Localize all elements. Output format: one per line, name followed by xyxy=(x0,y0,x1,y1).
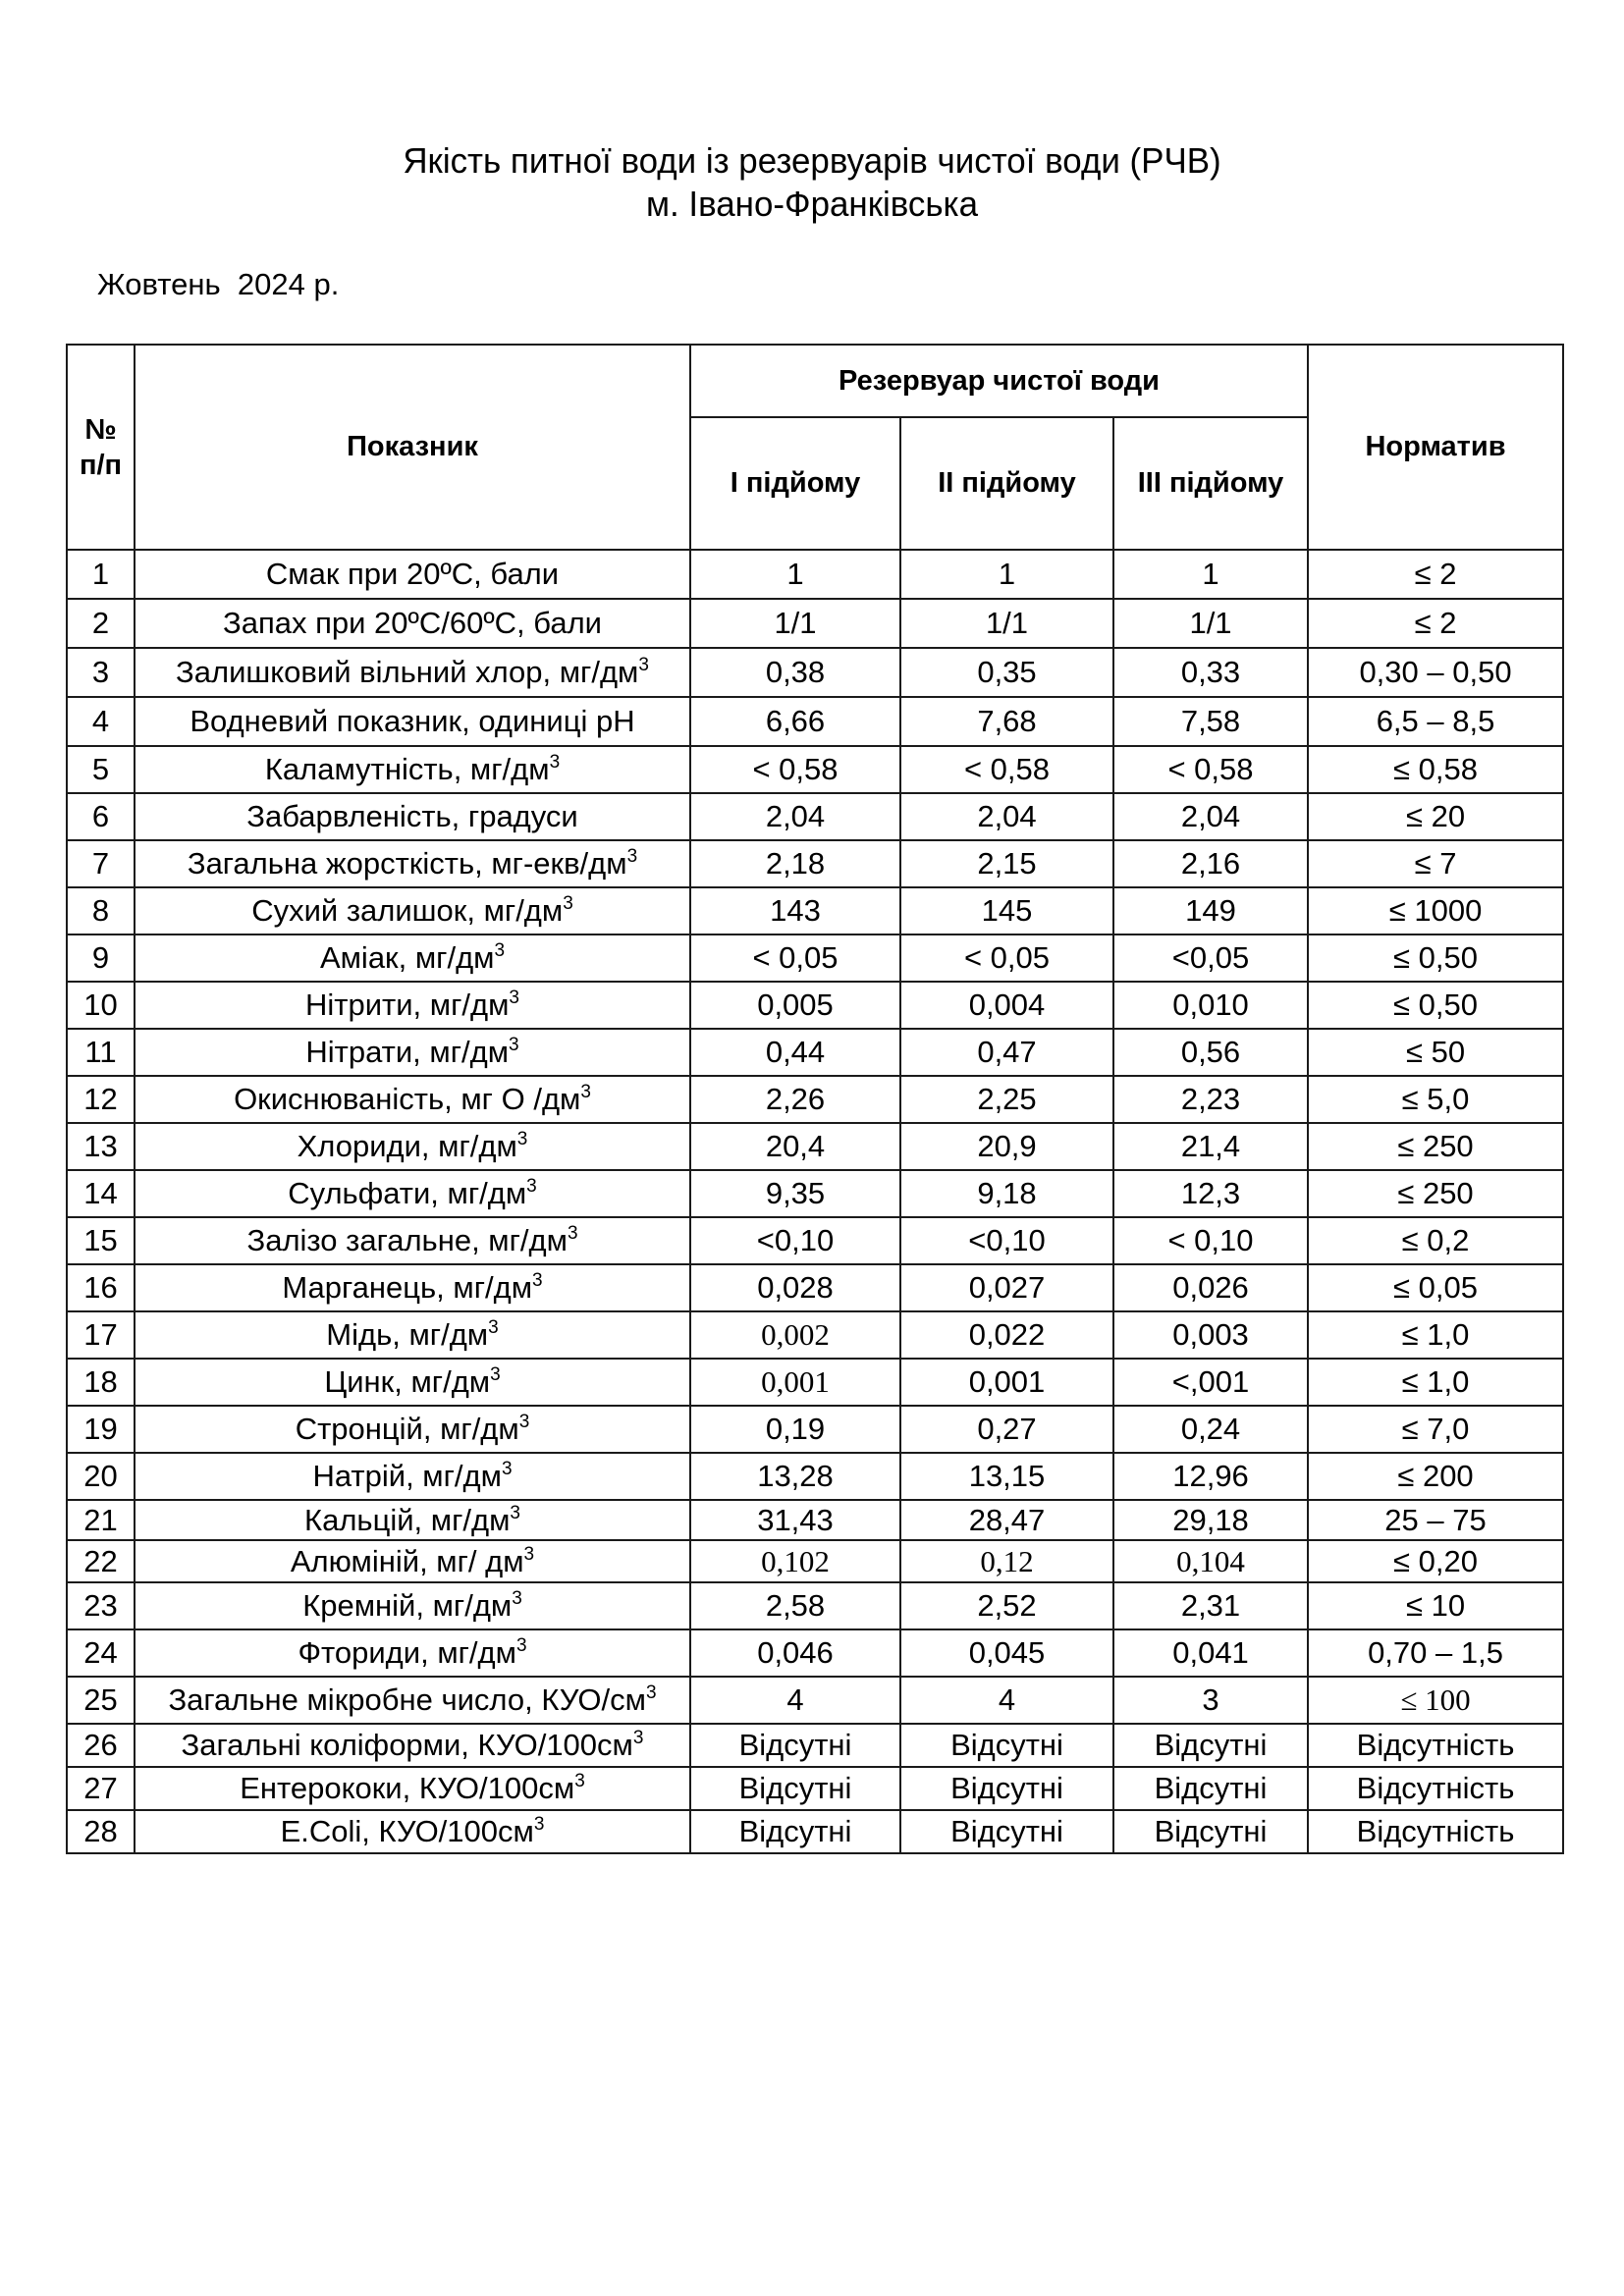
value-lift-1: 4 xyxy=(690,1677,900,1724)
row-number: 15 xyxy=(67,1217,135,1264)
unit-superscript: 3 xyxy=(512,1588,522,1609)
unit-superscript: 3 xyxy=(563,893,573,914)
row-number: 17 xyxy=(67,1311,135,1359)
value-lift-3: 0,010 xyxy=(1113,982,1308,1029)
value-lift-2: 1/1 xyxy=(900,599,1113,648)
table-row xyxy=(67,599,1563,648)
water-quality-table xyxy=(66,344,1564,1854)
unit-superscript: 3 xyxy=(580,1082,591,1102)
table-row xyxy=(67,1810,1563,1853)
norm-value: ≤ 0,50 xyxy=(1308,982,1563,1029)
indicator-name xyxy=(135,1677,690,1724)
norm-value: ≤ 2 xyxy=(1308,599,1563,648)
value-lift-3: 29,18 xyxy=(1113,1500,1308,1540)
table-row xyxy=(67,1540,1563,1582)
value-lift-3: 12,3 xyxy=(1113,1170,1308,1217)
value-lift-1: 2,26 xyxy=(690,1076,900,1123)
value-lift-2: 0,27 xyxy=(900,1406,1113,1453)
indicator-name xyxy=(135,934,690,982)
norm-value: ≤ 250 xyxy=(1308,1170,1563,1217)
norm-value: ≤ 0,05 xyxy=(1308,1264,1563,1311)
unit-superscript: 3 xyxy=(510,1502,520,1523)
value-lift-2: Відсутні xyxy=(900,1724,1113,1767)
value-lift-1: 13,28 xyxy=(690,1453,900,1500)
indicator-label: Цинк, мг/дм xyxy=(324,1364,491,1399)
indicator-label: Стронцій, мг/дм xyxy=(295,1412,519,1446)
row-number: 4 xyxy=(67,697,135,746)
indicator-name xyxy=(135,982,690,1029)
table-row xyxy=(67,648,1563,697)
unit-superscript: 3 xyxy=(526,1176,537,1197)
document-title xyxy=(25,139,1599,226)
unit-superscript: 3 xyxy=(516,1129,528,1149)
value-lift-1: 0,102 xyxy=(690,1540,900,1582)
indicator-name xyxy=(135,1217,690,1264)
row-number: 14 xyxy=(67,1170,135,1217)
value-lift-2: 13,15 xyxy=(900,1453,1113,1500)
table-row xyxy=(67,1359,1563,1406)
indicator-label: Нітрати, мг/дм xyxy=(305,1035,510,1069)
indicator-name xyxy=(135,1076,690,1123)
value-lift-1: Відсутні xyxy=(690,1810,900,1853)
table-row xyxy=(67,982,1563,1029)
indicator-name xyxy=(135,697,690,746)
indicator-label: Кальцій, мг/дм xyxy=(304,1502,511,1537)
table-row xyxy=(67,1311,1563,1359)
value-lift-3: 1 xyxy=(1113,550,1308,599)
indicator-label: Нітрити, мг/дм xyxy=(305,988,510,1022)
value-lift-3: 0,24 xyxy=(1113,1406,1308,1453)
row-number: 25 xyxy=(67,1677,135,1724)
norm-value: ≤ 0,2 xyxy=(1308,1217,1563,1264)
table-row xyxy=(67,1217,1563,1264)
indicator-name xyxy=(135,1582,690,1629)
value-lift-1: 2,18 xyxy=(690,840,900,887)
norm-value: 0,70 – 1,5 xyxy=(1308,1629,1563,1677)
value-lift-3: Відсутні xyxy=(1113,1810,1308,1853)
row-number: 8 xyxy=(67,887,135,934)
norm-value: ≤ 250 xyxy=(1308,1123,1563,1170)
value-lift-1: 2,04 xyxy=(690,793,900,840)
value-lift-1: 0,028 xyxy=(690,1264,900,1311)
indicator-name xyxy=(135,1311,690,1359)
unit-superscript: 3 xyxy=(567,1223,578,1244)
indicator-label: Загальна жорсткість, мг-екв/дм xyxy=(187,846,627,881)
table-row xyxy=(67,934,1563,982)
row-number: 7 xyxy=(67,840,135,887)
indicator-label: Марганець, мг/дм xyxy=(282,1270,533,1305)
indicator-name xyxy=(135,599,690,648)
norm-value: 0,30 – 0,50 xyxy=(1308,648,1563,697)
table-row xyxy=(67,1677,1563,1724)
indicator-name xyxy=(135,550,690,599)
indicator-label: Загальні коліформи, КУО/100см xyxy=(181,1728,633,1762)
row-number: 28 xyxy=(67,1810,135,1853)
indicator-label: Забарвленість, градуси xyxy=(246,799,578,833)
indicator-label: E.Coli, КУО/100см xyxy=(280,1814,534,1848)
norm-value: ≤ 5,0 xyxy=(1308,1076,1563,1123)
table-row xyxy=(67,1453,1563,1500)
row-number: 18 xyxy=(67,1359,135,1406)
unit-superscript: 3 xyxy=(490,1364,501,1385)
row-number: 19 xyxy=(67,1406,135,1453)
value-lift-3: Відсутні xyxy=(1113,1767,1308,1810)
value-lift-3: 0,104 xyxy=(1113,1540,1308,1582)
norm-value: ≤ 0,58 xyxy=(1308,746,1563,793)
norm-value: ≤ 7 xyxy=(1308,840,1563,887)
norm-value: ≤ 7,0 xyxy=(1308,1406,1563,1453)
norm-value: ≤ 100 xyxy=(1308,1677,1563,1724)
indicator-name xyxy=(135,1767,690,1810)
value-lift-2: 0,47 xyxy=(900,1029,1113,1076)
indicator-name xyxy=(135,887,690,934)
row-number: 5 xyxy=(67,746,135,793)
value-lift-2: 2,15 xyxy=(900,840,1113,887)
title-line-1: Якість питної води із резервуарів чистої води (РЧВ) xyxy=(403,140,1221,181)
unit-superscript: 3 xyxy=(549,752,561,773)
unit-superscript: 3 xyxy=(523,1543,535,1565)
table-row xyxy=(67,793,1563,840)
number-abbrev: п/п xyxy=(79,449,123,481)
value-lift-2: 145 xyxy=(900,887,1113,934)
table-row xyxy=(67,1724,1563,1767)
value-lift-3: 2,04 xyxy=(1113,793,1308,840)
indicator-label: Смак при 20ºС, бали xyxy=(265,557,560,591)
unit-superscript: 3 xyxy=(509,988,519,1008)
value-lift-2: 0,004 xyxy=(900,982,1113,1029)
row-number: 21 xyxy=(67,1500,135,1540)
column-header-lift-1: I підйому xyxy=(690,417,900,550)
table-body xyxy=(67,550,1563,1853)
value-lift-2: 0,022 xyxy=(900,1311,1113,1359)
row-number: 20 xyxy=(67,1453,135,1500)
indicator-label: Мідь, мг/дм xyxy=(326,1317,489,1352)
value-lift-3: 0,003 xyxy=(1113,1311,1308,1359)
value-lift-3: < 0,58 xyxy=(1113,746,1308,793)
value-lift-1: 1/1 xyxy=(690,599,900,648)
value-lift-3: < 0,10 xyxy=(1113,1217,1308,1264)
indicator-label: Загальне мікробне число, КУО/см xyxy=(168,1682,646,1717)
norm-value: ≤ 2 xyxy=(1308,550,1563,599)
unit-superscript: 3 xyxy=(645,1682,657,1703)
unit-superscript: 3 xyxy=(638,655,649,675)
value-lift-3: 2,23 xyxy=(1113,1076,1308,1123)
table-row xyxy=(67,550,1563,599)
indicator-label: Сульфати, мг/дм xyxy=(288,1176,527,1210)
value-lift-1: 31,43 xyxy=(690,1500,900,1540)
indicator-name xyxy=(135,1500,690,1540)
norm-value: 25 – 75 xyxy=(1308,1500,1563,1540)
row-number: 3 xyxy=(67,648,135,697)
norm-value: Відсутність xyxy=(1308,1767,1563,1810)
value-lift-2: Відсутні xyxy=(900,1767,1113,1810)
row-number: 26 xyxy=(67,1724,135,1767)
value-lift-1: 0,005 xyxy=(690,982,900,1029)
norm-value: Відсутність xyxy=(1308,1724,1563,1767)
unit-superscript: 3 xyxy=(515,1635,527,1656)
indicator-label: Окиснюваність, мг О /дм xyxy=(234,1082,581,1116)
value-lift-3: 2,16 xyxy=(1113,840,1308,887)
value-lift-2: <0,10 xyxy=(900,1217,1113,1264)
indicator-label: Фториди, мг/дм xyxy=(298,1635,516,1670)
value-lift-2: 0,027 xyxy=(900,1264,1113,1311)
row-number: 10 xyxy=(67,982,135,1029)
value-lift-1: 0,001 xyxy=(690,1359,900,1406)
value-lift-3: 0,041 xyxy=(1113,1629,1308,1677)
value-lift-3: Відсутні xyxy=(1113,1724,1308,1767)
indicator-label: Аміак, мг/дм xyxy=(319,940,495,975)
value-lift-3: 3 xyxy=(1113,1677,1308,1724)
norm-value: ≤ 50 xyxy=(1308,1029,1563,1076)
norm-value: ≤ 20 xyxy=(1308,793,1563,840)
value-lift-1: 0,19 xyxy=(690,1406,900,1453)
indicator-name xyxy=(135,648,690,697)
value-lift-2: 0,12 xyxy=(900,1540,1113,1582)
indicator-label: Сухий залишок, мг/дм xyxy=(251,893,564,928)
row-number: 11 xyxy=(67,1029,135,1076)
table-row xyxy=(67,1123,1563,1170)
table-row xyxy=(67,887,1563,934)
value-lift-2: 1 xyxy=(900,550,1113,599)
value-lift-2: 0,35 xyxy=(900,648,1113,697)
indicator-label: Ентерококи, КУО/100см xyxy=(240,1771,575,1805)
value-lift-3: 12,96 xyxy=(1113,1453,1308,1500)
number-sign: № xyxy=(84,413,117,446)
value-lift-3: 7,58 xyxy=(1113,697,1308,746)
table-row xyxy=(67,840,1563,887)
indicator-name xyxy=(135,793,690,840)
value-lift-3: 1/1 xyxy=(1113,599,1308,648)
value-lift-2: 20,9 xyxy=(900,1123,1113,1170)
value-lift-1: 2,58 xyxy=(690,1582,900,1629)
column-header-lift-3: III підйому xyxy=(1113,417,1308,550)
row-number: 27 xyxy=(67,1767,135,1810)
table-row xyxy=(67,1767,1563,1810)
value-lift-2: < 0,05 xyxy=(900,934,1113,982)
value-lift-3: <0,05 xyxy=(1113,934,1308,982)
value-lift-2: < 0,58 xyxy=(900,746,1113,793)
indicator-name xyxy=(135,1264,690,1311)
indicator-label: Залишковий вільний хлор, мг/дм xyxy=(176,655,639,689)
indicator-label: Натрій, мг/дм xyxy=(312,1459,502,1493)
value-lift-2: 0,045 xyxy=(900,1629,1113,1677)
value-lift-3: 149 xyxy=(1113,887,1308,934)
value-lift-2: 7,68 xyxy=(900,697,1113,746)
table-row xyxy=(67,746,1563,793)
value-lift-2: 2,04 xyxy=(900,793,1113,840)
value-lift-1: 6,66 xyxy=(690,697,900,746)
row-number: 23 xyxy=(67,1582,135,1629)
row-number: 12 xyxy=(67,1076,135,1123)
norm-value: ≤ 0,20 xyxy=(1308,1540,1563,1582)
value-lift-1: 0,002 xyxy=(690,1311,900,1359)
value-lift-2: 28,47 xyxy=(900,1500,1113,1540)
indicator-label: Кремній, мг/дм xyxy=(302,1588,513,1623)
table-row xyxy=(67,1076,1563,1123)
norm-value: ≤ 10 xyxy=(1308,1582,1563,1629)
unit-superscript: 3 xyxy=(532,1270,543,1291)
value-lift-1: 0,046 xyxy=(690,1629,900,1677)
unit-superscript: 3 xyxy=(501,1459,513,1479)
norm-value: ≤ 0,50 xyxy=(1308,934,1563,982)
indicator-label: Водневий показник, одиниці рН xyxy=(189,704,635,738)
norm-value: ≤ 1,0 xyxy=(1308,1359,1563,1406)
value-lift-2: 2,52 xyxy=(900,1582,1113,1629)
unit-superscript: 3 xyxy=(494,940,506,961)
indicator-name xyxy=(135,1029,690,1076)
table-row xyxy=(67,1500,1563,1540)
value-lift-1: <0,10 xyxy=(690,1217,900,1264)
indicator-name xyxy=(135,746,690,793)
value-lift-1: 0,44 xyxy=(690,1029,900,1076)
unit-superscript: 3 xyxy=(626,846,638,867)
norm-value: 6,5 – 8,5 xyxy=(1308,697,1563,746)
value-lift-3: 0,56 xyxy=(1113,1029,1308,1076)
indicator-label: Каламутність, мг/дм xyxy=(264,752,550,786)
row-number: 6 xyxy=(67,793,135,840)
norm-value: ≤ 1,0 xyxy=(1308,1311,1563,1359)
indicator-name xyxy=(135,1629,690,1677)
value-lift-1: 9,35 xyxy=(690,1170,900,1217)
value-lift-2: Відсутні xyxy=(900,1810,1113,1853)
value-lift-3: 0,026 xyxy=(1113,1264,1308,1311)
table-row xyxy=(67,1629,1563,1677)
row-number: 16 xyxy=(67,1264,135,1311)
indicator-label: Хлориди, мг/дм xyxy=(297,1129,517,1163)
value-lift-1: < 0,58 xyxy=(690,746,900,793)
norm-value: ≤ 200 xyxy=(1308,1453,1563,1500)
value-lift-3: <,001 xyxy=(1113,1359,1308,1406)
value-lift-3: 0,33 xyxy=(1113,648,1308,697)
indicator-label: Запах при 20ºС/60ºС, бали xyxy=(223,606,602,640)
table-row xyxy=(67,1264,1563,1311)
value-lift-2: 2,25 xyxy=(900,1076,1113,1123)
indicator-name xyxy=(135,1540,690,1582)
indicator-name xyxy=(135,1359,690,1406)
column-header-indicator: Показник xyxy=(135,345,690,550)
value-lift-1: 1 xyxy=(690,550,900,599)
title-line-2: м. Івано-Франківська xyxy=(645,184,979,224)
value-lift-1: Відсутні xyxy=(690,1724,900,1767)
unit-superscript: 3 xyxy=(488,1317,499,1338)
row-number: 2 xyxy=(67,599,135,648)
value-lift-1: 143 xyxy=(690,887,900,934)
row-number: 1 xyxy=(67,550,135,599)
indicator-name xyxy=(135,1810,690,1853)
row-number: 13 xyxy=(67,1123,135,1170)
indicator-name xyxy=(135,1170,690,1217)
value-lift-2: 4 xyxy=(900,1677,1113,1724)
indicator-name xyxy=(135,1724,690,1767)
table-row xyxy=(67,1170,1563,1217)
indicator-name xyxy=(135,840,690,887)
row-number: 24 xyxy=(67,1629,135,1677)
report-date: Жовтень 2024 р. xyxy=(97,267,340,301)
value-lift-1: < 0,05 xyxy=(690,934,900,982)
unit-superscript: 3 xyxy=(518,1412,530,1432)
table-row xyxy=(67,1029,1563,1076)
column-group-header-reservoir: Резервуар чистої води xyxy=(690,345,1308,417)
table-row xyxy=(67,697,1563,746)
row-number: 9 xyxy=(67,934,135,982)
table-row xyxy=(67,1406,1563,1453)
indicator-name xyxy=(135,1453,690,1500)
norm-value: ≤ 1000 xyxy=(1308,887,1563,934)
unit-superscript: 3 xyxy=(574,1771,585,1791)
norm-value: Відсутність xyxy=(1308,1810,1563,1853)
value-lift-2: 0,001 xyxy=(900,1359,1113,1406)
column-header-norm: Норматив xyxy=(1308,345,1563,550)
column-header-number xyxy=(67,345,135,550)
unit-superscript: 3 xyxy=(632,1728,644,1748)
indicator-label: Залізо загальне, мг/дм xyxy=(246,1223,568,1257)
value-lift-1: 20,4 xyxy=(690,1123,900,1170)
value-lift-1: 0,38 xyxy=(690,648,900,697)
value-lift-1: Відсутні xyxy=(690,1767,900,1810)
unit-superscript: 3 xyxy=(533,1814,545,1835)
indicator-label: Алюміній, мг/ дм xyxy=(290,1543,524,1578)
indicator-name xyxy=(135,1406,690,1453)
table-row xyxy=(67,1582,1563,1629)
row-number: 22 xyxy=(67,1540,135,1582)
value-lift-3: 2,31 xyxy=(1113,1582,1308,1629)
value-lift-3: 21,4 xyxy=(1113,1123,1308,1170)
value-lift-2: 9,18 xyxy=(900,1170,1113,1217)
unit-superscript: 3 xyxy=(509,1035,519,1055)
indicator-name xyxy=(135,1123,690,1170)
column-header-lift-2: II підйому xyxy=(900,417,1113,550)
